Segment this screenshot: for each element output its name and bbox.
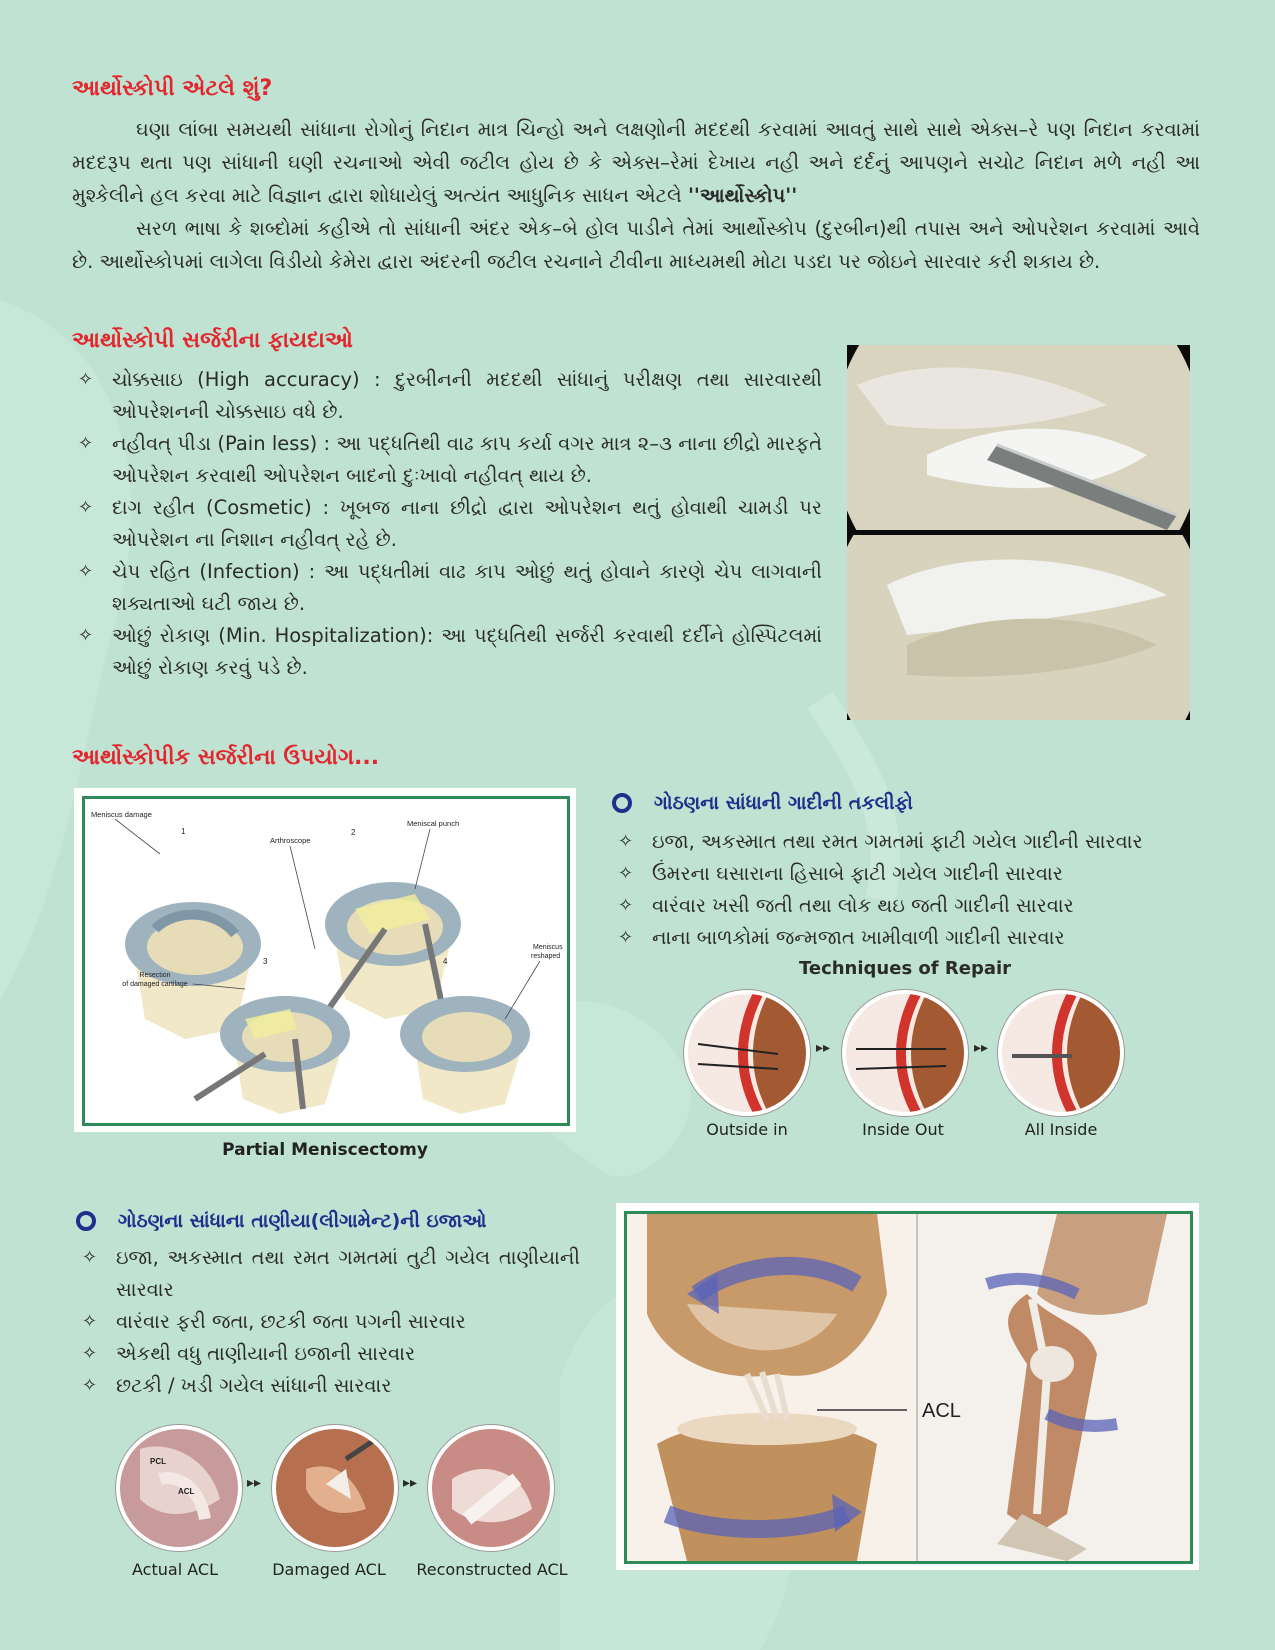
meniscus-item-text: ઇજા, અકસ્માત તથા રમત ગમતમાં ફાટી ગયેલ ગાદીની સારવાર: [652, 830, 1143, 853]
intro-paragraph-2-text: સરળ ભાષા કે શબ્દોમાં કહીએ તો સાંધાની અંદર એક–બે હોલ પાડીને તેમાં આર્થોસ્કોપ (દુરબીન)થી તપાસ અને ઓપરેશન કરવામાં આવે છે. આર્થોસ્કોપમાં લાગેલા વિડીયો કેમેરા દ્વારા અંદરની જટીલ રચનાને ટીવીના માધ્યમથી મોટા પડદા પર જોઇને સારવાર કરી શકાય છે.: [72, 217, 1200, 273]
label-step-1: 1: [181, 827, 186, 836]
repair-label-inside-out: Inside Out: [862, 1120, 944, 1139]
meniscectomy-figure: [74, 788, 576, 1132]
star-bullet-icon: ✧: [82, 1375, 98, 1396]
star-bullet-icon: ✧: [618, 895, 634, 916]
intro-heading: આર્થોસ્કોપી એટલે શું?: [72, 76, 273, 101]
benefit-text: આ પદ્ધતિથી સર્જરી કરવાથી દર્દીને હોસ્પિટલમાં ઓછું રોકાણ કરવું પડે છે.: [112, 624, 822, 679]
meniscectomy-illustration: [85, 799, 567, 1123]
knee-acl-figure: [616, 1203, 1199, 1570]
label-meniscal-punch: Meniscal punch: [407, 819, 460, 828]
benefit-text: આ પદ્ધતીમાં વાઢ કાપ ઓછું થતું હોવાને કારણે ચેપ લાગવાની શક્યતાઓ ઘટી જાય છે.: [112, 560, 823, 615]
meniscus-list: [612, 826, 1212, 954]
ligament-item: [76, 1370, 580, 1402]
benefit-item: [72, 620, 822, 684]
repair-all-inside-image: [998, 990, 1124, 1116]
chevron-right-icon: ▸▸: [247, 1475, 262, 1491]
ligament-item: [76, 1242, 580, 1306]
acl-photos: [116, 1425, 556, 1565]
repair-label-all-inside: All Inside: [1024, 1120, 1098, 1139]
meniscus-item: [612, 826, 1212, 858]
ligament-heading-text: ગોઠણના સાંધાના તાણીયા(લીગામેન્ટ)ની ઇજાઓ: [118, 1210, 487, 1232]
ligament-item-text: છટકી / ખડી ગયેલ સાંધાની સારવાર: [116, 1374, 392, 1397]
benefits-heading: આર્થોસ્કોપી સર્જરીના ફાયદાઓ: [72, 328, 353, 353]
benefit-item: [72, 556, 822, 620]
intro-text: [72, 113, 1200, 278]
chevron-right-icon: ▸▸: [816, 1040, 831, 1056]
label-resection-2: of damaged cartilage: [122, 981, 188, 988]
ligament-heading: [76, 1210, 486, 1232]
acl-figure-label: ACL: [922, 1400, 961, 1422]
ligament-list: [76, 1242, 580, 1402]
uses-heading: આર્થોસ્કોપીક સર્જરીના ઉપયોગ...: [72, 745, 380, 770]
star-bullet-icon: ✧: [82, 1343, 98, 1364]
meniscus-item-text: ઉંમરના ઘસારાના હિસાબે ફાટી ગયેલ ગાદીની સારવાર: [652, 862, 1063, 885]
star-bullet-icon: ✧: [78, 625, 94, 646]
repair-inside-out-image: [842, 990, 968, 1116]
acl-label-damaged: Damaged ACL: [272, 1560, 386, 1579]
chevron-right-icon: ▸▸: [974, 1040, 989, 1056]
intro-paragraph-1-text: ઘણા લાંબા સમયથી સાંધાના રોગોનું નિદાન માત્ર ચિન્હો અને લક્ષણોની મદદથી કરવામાં આવતું સાથે સાથે એક્સ–રે પણ નિદાન કરવામાં મદદરૂપ થતા પણ સાંધાની ઘણી રચનાઓ એવી જટીલ હોય છે કે એક્સ–રેમાં દેખાય નહી અને દર્દનું આપણને સચોટ નિદાન મળે નહી આ મુશ્કેલીને હલ કરવા માટે વિજ્ઞાન દ્વારા શોધાયેલું અત્યંત આધુનિક સાધન એટલે: [72, 118, 1200, 207]
acl-label-reconstructed: Reconstructed ACL: [416, 1560, 568, 1579]
meniscus-item: [612, 858, 1212, 890]
repair-title: Techniques of Repair: [798, 958, 1012, 979]
arthroscope-term: ''આર્થોસ્કોપ'': [687, 184, 798, 207]
benefit-label: ચેપ રહિત (Infection) :: [112, 560, 316, 583]
benefit-item: [72, 428, 822, 492]
reconstructed-acl-image: [428, 1425, 554, 1551]
benefit-label: ઓછું રોકાણ (Min. Hospitalization):: [112, 624, 434, 647]
star-bullet-icon: ✧: [78, 433, 94, 454]
label-step-4: 4: [443, 957, 448, 966]
ligament-item: [76, 1338, 580, 1370]
repair-label-outside-in: Outside in: [706, 1120, 788, 1139]
meniscus-item: [612, 922, 1212, 954]
label-reshaped-2: reshaped: [531, 953, 561, 960]
arthroscopy-views-image: [847, 345, 1190, 720]
repair-techniques: [684, 990, 1124, 1130]
benefit-item: [72, 364, 822, 428]
ligament-item: [76, 1306, 580, 1338]
chevron-right-icon: ▸▸: [403, 1475, 418, 1491]
benefits-list: [72, 364, 822, 684]
ligament-item-text: ઇજા, અકસ્માત તથા રમત ગમતમાં તુટી ગયેલ તાણીયાની સારવાર: [116, 1246, 580, 1301]
label-resection-1: Resection: [139, 972, 171, 979]
star-bullet-icon: ✧: [82, 1311, 98, 1332]
pcl-label: PCL: [150, 1457, 166, 1466]
benefit-text: દુરબીનની મદદથી સાંધાનું પરીક્ષણ તથા સારવારથી ઓપરેશનની ચોક્કસાઇ વધે છે.: [112, 368, 822, 423]
star-bullet-icon: ✧: [78, 369, 94, 390]
benefit-label: ચોક્કસાઇ (High accuracy) :: [112, 368, 381, 391]
damaged-acl-image: [272, 1425, 398, 1551]
star-bullet-icon: ✧: [618, 831, 634, 852]
label-arthroscope: Arthroscope: [270, 836, 311, 845]
acl-photo-label: ACL: [178, 1487, 195, 1496]
benefit-label: નહીવત્ પીડા (Pain less) :: [112, 432, 331, 455]
star-bullet-icon: ✧: [618, 863, 634, 884]
arthroscopy-photo: [847, 345, 1190, 720]
circle-bullet-icon: [612, 793, 632, 813]
meniscectomy-caption: Partial Meniscectomy: [222, 1140, 428, 1160]
circle-bullet-icon: [76, 1211, 96, 1231]
ligament-item-text: એકથી વધુ તાણીયાની ઇજાની સારવાર: [116, 1342, 416, 1365]
star-bullet-icon: ✧: [78, 561, 94, 582]
benefit-label: દાગ રહીત (Cosmetic) :: [112, 496, 330, 519]
meniscus-item: [612, 890, 1212, 922]
benefit-item: [72, 492, 822, 556]
intro-paragraph-1: [72, 113, 1200, 212]
label-meniscus-damage: Meniscus damage: [91, 810, 152, 819]
repair-outside-in-image: [684, 990, 810, 1116]
intro-paragraph-2: [72, 212, 1200, 278]
star-bullet-icon: ✧: [618, 927, 634, 948]
actual-acl-image: [116, 1425, 242, 1551]
acl-label-actual: Actual ACL: [132, 1560, 218, 1579]
star-bullet-icon: ✧: [78, 497, 94, 518]
benefit-text: ખૂબજ નાના છીદ્રો દ્વારા ઓપરેશન થતું હોવાથી ચામડી પર ઓપરેશન ના નિશાન નહીવત્ રહે છે.: [112, 496, 822, 551]
label-step-3: 3: [263, 957, 268, 966]
knee-acl-illustration: [627, 1214, 1190, 1561]
meniscus-item-text: વારંવાર ખસી જતી તથા લોક થઇ જતી ગાદીની સારવાર: [652, 894, 1074, 917]
label-reshaped-1: Meniscus: [533, 944, 563, 951]
label-step-2: 2: [351, 828, 356, 837]
meniscus-heading: [612, 792, 913, 814]
benefit-text: આ પદ્ધતિથી વાઢ કાપ કર્યા વગર માત્ર ૨–૩ નાના છીદ્રો મારફતે ઓપરેશન કરવાથી ઓપરેશન બાદનો દુઃખાવો નહીવત્ થાય છે.: [112, 432, 822, 487]
star-bullet-icon: ✧: [82, 1247, 98, 1268]
meniscus-item-text: નાના બાળકોમાં જન્મજાત ખામીવાળી ગાદીની સારવાર: [652, 926, 1065, 949]
ligament-item-text: વારંવાર ફરી જતા, છટકી જતા પગની સારવાર: [116, 1310, 466, 1333]
meniscus-heading-text: ગોઠણના સાંધાની ગાદીની તકલીફો: [654, 792, 913, 814]
